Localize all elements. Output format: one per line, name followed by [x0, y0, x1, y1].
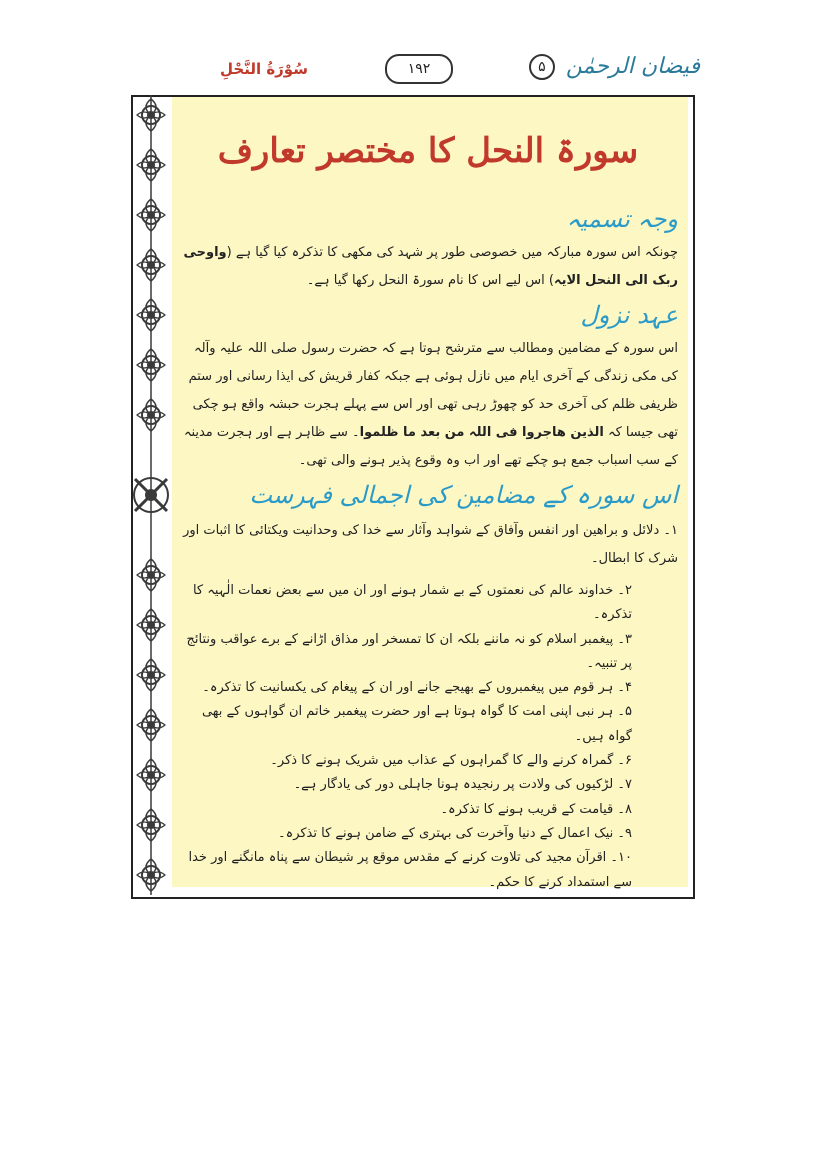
naming-quote: واوحی ربک الی النحل الایہ	[183, 245, 678, 288]
heading-contents: اس سورہ کے مضامین کی اجمالی فہرست	[249, 481, 678, 509]
list-item: ۷۔ لڑکیوں کی ولادت پر رنجیدہ ہونا جاہلی دور کی یادگار ہے۔	[293, 777, 632, 793]
list-item: ۶۔ گمراہ کرنے والے کا گمراہوں کے عذاب میں شریک ہونے کا ذکر۔	[270, 753, 632, 769]
list-item: ۹۔ نیک اعمال کے دنیا وآخرت کی بہتری کے ضامن ہونے کا تذکرہ۔	[277, 825, 632, 841]
ornamental-border-icon	[131, 95, 171, 895]
surah-name: سُوْرَةُ النَّحْلِ	[220, 60, 308, 78]
heading-revelation: عہد نزول	[580, 301, 678, 329]
volume-number-circle-icon: ۵	[529, 54, 555, 80]
heading-naming: وجہ تسمیہ	[566, 205, 678, 233]
revelation-paragraph	[178, 335, 678, 475]
list-item: ۱۰۔ اقرآن مجید کی تلاوت کرنے کے مقدس موقع پر شیطان سے پناہ مانگنے اور خدا سے استمداد کرنے کا حکم۔	[188, 850, 632, 890]
revelation-text-a: اس سورہ کے مضامین ومطالب سے مترشح ہوتا ہے کہ حضرت رسول صلی اللہ علیہ وآلہ کی مکی زندگی کے آخری ایام میں نازل ہوئی ہے جبکہ کفار قریش کی ایذا رسانی اور ستم ظریفی ظلم کی آخری حد کو چھوڑ رہی تھی اور اس سے پہلے ہجرت حبشہ واقع ہو چکی تھی جیسا کہ	[188, 341, 678, 440]
list-item: ۴۔ ہر قوم میں پیغمبروں کے بھیجے جانے اور ان کے پیغام کی یکسانیت کا تذکرہ۔	[202, 680, 632, 696]
page-number: ۱۹۲	[385, 54, 453, 84]
naming-paragraph	[178, 239, 678, 295]
naming-text-b: ) اس لیے اس کا نام سورۃ النحل رکھا گیا ہے۔	[306, 273, 554, 288]
contents-intro: ۱۔ دلائل و براھین اور انفس وآفاق کے شواہد وآثار سے خدا کی وحدانیت ویکتائی کا اثبات اور شرک کا ابطال۔	[183, 523, 678, 566]
revelation-quote: الذین ھاجروا فی اللہ من بعد ما ظلموا	[359, 425, 604, 440]
naming-text-a: چونکہ اس سورہ مبارکہ میں خصوصی طور پر شہد کی مکھی کا تذکرہ کیا گیا ہے (	[226, 245, 678, 260]
list-item: ۲۔ خداوند عالم کی نعمتوں کے بے شمار ہونے اور ان میں سے بعض نعمات الٰہیہ کا تذکرہ۔	[192, 583, 632, 623]
revelation-text-b: ۔ سے ظاہر ہے اور ہجرت مدینہ کے سب اسباب جمع ہو چکے تھے اور اب وہ وقوع پذیر ہونے والی تھی۔	[183, 425, 678, 468]
list-item: ۸۔ قیامت کے قریب ہونے کا تذکرہ۔	[440, 801, 632, 817]
list-item: ۵۔ ہر نبی اپنی امت کا گواہ ہوتا ہے اور حضرت پیغمبر خاتم ان گواہوں کے بھی گواہ ہیں۔	[201, 704, 632, 744]
book-title: فیضان الرحمٰن	[565, 54, 700, 79]
page-title: سورۃ النحل کا مختصر تعارف	[217, 131, 639, 171]
page-content	[178, 110, 678, 895]
page-header	[140, 48, 700, 98]
contents-list	[178, 579, 678, 895]
list-item: ۳۔ پیغمبر اسلام کو نہ ماننے بلکہ ان کا تمسخر اور مذاق اڑانے کے برے عواقب ونتائج پر تنبیہ۔	[186, 631, 632, 671]
book-title-block	[529, 54, 700, 80]
